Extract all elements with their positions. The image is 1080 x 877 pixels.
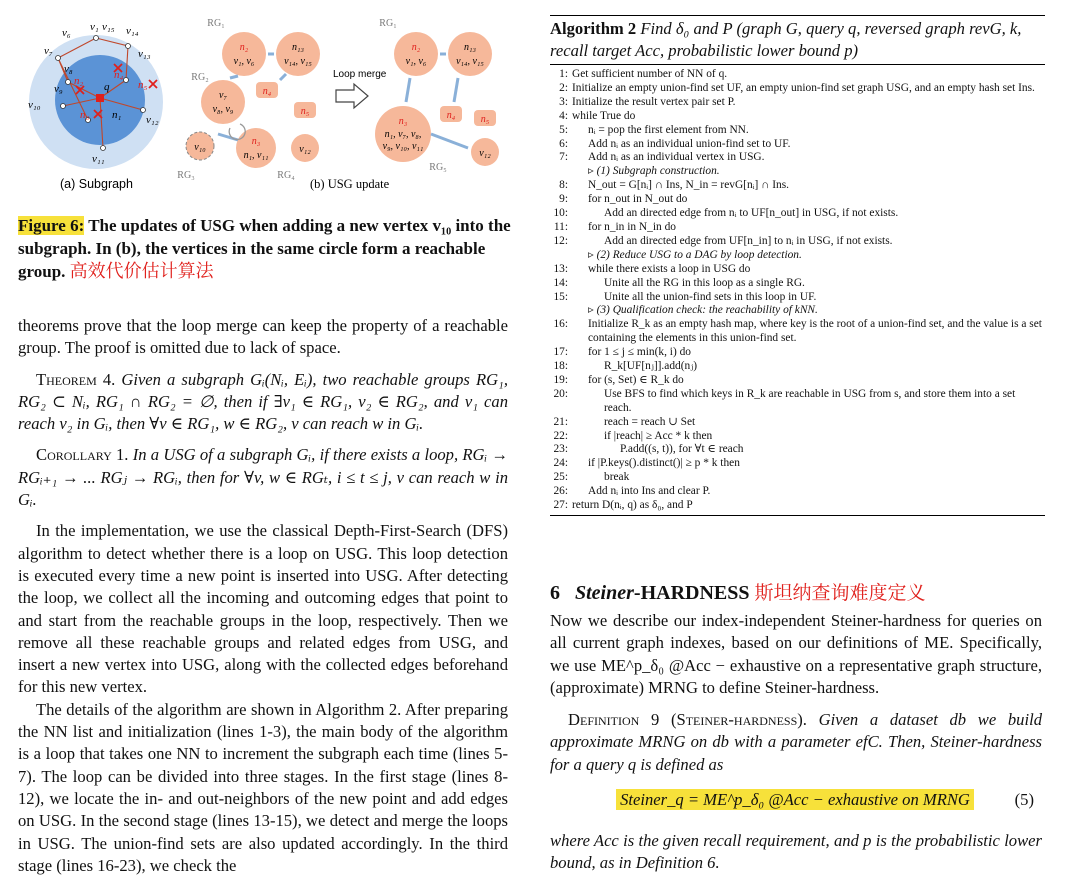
algorithm-line-text: Add nᵢ as an individual vertex in USG. [588, 151, 765, 164]
algorithm-line-text: Initialize the result vertex pair set P. [572, 95, 736, 108]
loop-merge-arrow [336, 84, 368, 108]
usg-after-diagram [375, 18, 499, 173]
algorithm-line-number: 7: [559, 151, 568, 164]
algorithm-line [550, 138, 1045, 152]
label-q: q [104, 81, 110, 93]
equation-5 [550, 790, 1040, 810]
algorithm-line-text: Unite all the union-find sets in this loop in UF. [604, 290, 817, 303]
algorithm-line-number: 15: [553, 290, 568, 303]
section-title-rest: -HARDNESS [633, 582, 750, 604]
node-n2 [222, 32, 266, 76]
paragraph-details: The details of the algorithm are shown in Algorithm 2. After preparing the NN list and initialization (lines 1-3), the main body of the algorithm is a loop that takes one NN to increment the subgraph each time (lines 5-7). The loop can be divided into three stages. In the first stage (lines 8-12), we locate the in- and out-neighbors of the new point and add edges on USG. In the second stage (lines 13-15), we detect and merge the loops in USG. The union-find sets are also updated accordingly. In the third stage (lines 16-23), we check the [18, 699, 508, 875]
section-annotation: 斯坦纳查询难度定义 [754, 582, 926, 604]
algorithm-line-number: 11: [553, 220, 568, 233]
algorithm-line-text: Get sufficient number of NN of q. [572, 68, 728, 80]
algorithm-line [550, 207, 1045, 221]
algorithm-line-text: break [604, 471, 630, 484]
algorithm-line-text: while True do [572, 109, 636, 122]
algorithm-line-number: 8: [559, 179, 568, 192]
algorithm-line-number: 24: [553, 457, 568, 470]
node-n3 [236, 128, 276, 168]
algorithm-line [550, 443, 1045, 457]
algorithm-line-number: 18: [553, 360, 568, 373]
algorithm-line-text: ▹ (3) Qualification check: the reachability of kNN. [588, 304, 818, 317]
algorithm-line-text: nᵢ = pop the first element from NN. [588, 123, 749, 136]
algorithm-line-number: 9: [559, 193, 568, 206]
node-n5-after: n₅ [480, 114, 490, 125]
algorithm-line-text: Unite all the RG in this loop as a single RG. [604, 276, 805, 289]
label-v14: v₁₄ [126, 25, 139, 37]
label-n1: n₁ [112, 109, 122, 121]
label-v11: v₁₁ [92, 153, 105, 165]
label-v1: v₁ [90, 21, 99, 33]
algorithm-line [550, 471, 1045, 485]
algorithm-title-bold: Algorithm 2 [550, 19, 637, 38]
algorithm-line-text: Add an directed edge from UF[n_in] to nᵢ in USG, if not exists. [604, 234, 893, 247]
usg-before-diagram [177, 18, 320, 181]
rg5-label: RG₅ [429, 162, 447, 173]
corollary-head: Corollary 1. [36, 445, 129, 465]
algorithm-line-number: 20: [553, 387, 568, 400]
node-n3-merged-label: n₃ [398, 116, 408, 127]
algorithm-title-rest: Find δ₀ and P (graph G, query q, reversed graph revG, k, recall target Acc, probabilistic lower bound p) [550, 19, 1022, 60]
algorithm-line-number: 21: [553, 415, 568, 428]
algorithm-line-number: 3: [559, 95, 568, 108]
algorithm-line [550, 318, 1045, 346]
algorithm-line-text: P.add((s, t)), for ∀t ∈ reach [620, 443, 744, 456]
algorithm-line [550, 249, 1045, 263]
algorithm-line-text: reach = reach ∪ Set [604, 415, 696, 428]
node-n13-after-sub: v₁₄, v₁₅ [456, 56, 484, 67]
label-v12: v₁₂ [146, 114, 159, 126]
node-n2-after-label: n₂ [411, 42, 421, 53]
algorithm-line-text: R_k[UF[nⱼ]].add(nⱼ) [604, 360, 698, 373]
paragraph-implementation: In the implementation, we use the classical Depth-First-Search (DFS) algorithm to detect whether there is a loop on USG. This loop detection is executed every time a new point is inserted into USG. After detecting the loop, we collect all the incoming and outcoming edges that point to and start from the reachable groups in the loop, respectively. Then we remove all these reachable groups and related edges from USG, and insert a new vertex into USG, along with the collected edges beforehand for this new vertex. [18, 521, 508, 697]
algorithm-line [550, 235, 1045, 249]
algorithm-line [550, 485, 1045, 499]
node-v10-label: v₁₀ [194, 142, 206, 153]
caption-label: Figure 6: [18, 216, 85, 235]
algorithm-line [550, 110, 1045, 124]
algorithm-line-text: for n_out in N_out do [588, 193, 688, 206]
algorithm-line-text: N_out = G[nᵢ] ∩ Ins, N_in = revG[nᵢ] ∩ Ins. [588, 179, 790, 192]
algorithm-line [550, 360, 1045, 374]
node-n2-sub: v₁, v₆ [233, 56, 255, 67]
node-v7-sub: v₈, v₉ [212, 104, 234, 115]
node-n3-merged-sub1: n₁, v₇, v₈, [384, 129, 422, 140]
equation-number: (5) [1014, 790, 1034, 809]
corollary-1 [18, 444, 508, 511]
algorithm-line-text: Initialize an empty union-find set UF, an empty union-find set graph USG, and an empty hash set Ins. [572, 81, 1035, 94]
algorithm-line-number [550, 249, 568, 263]
algorithm-line-number: 23: [553, 443, 568, 456]
node-n13 [276, 32, 320, 76]
definition-9 [550, 709, 1042, 776]
algorithm-line [550, 374, 1045, 388]
algorithm-line-text: return D(nᵢ, q) as δ₀, and P [572, 499, 693, 512]
label-v15: v₁₅ [102, 21, 115, 33]
algorithm-2 [550, 15, 1045, 516]
algorithm-line-text: while there exists a loop in USG do [588, 262, 751, 275]
algorithm-line [550, 68, 1045, 82]
algorithm-line [550, 221, 1045, 235]
corollary-text: In a USG of a subgraph Gᵢ, if there exists a loop, RGᵢ → RGᵢ₊₁ → ... RGⱼ → RGᵢ, then for ∀v, w ∈ RGₜ, i ≤ t ≤ j, v can reach w in Gᵢ. [18, 445, 508, 510]
label-v6: v₆ [62, 27, 71, 39]
node-n13-sub: v₁₄, v₁₅ [284, 56, 312, 67]
algorithm-line-text: if |P.keys().distinct()| ≥ p * k then [588, 457, 740, 470]
node-v7-label: v₇ [219, 90, 227, 101]
algorithm-line [550, 291, 1045, 305]
subgraph-diagram [28, 21, 163, 169]
node-v12-label: v₁₂ [299, 144, 311, 155]
rg4-label: RG₄ [277, 170, 295, 181]
theorem-text: Given a subgraph Gᵢ(Nᵢ, Eᵢ), two reachable groups RG₁, RG₂ ⊂ Nᵢ, RG₁ ∩ RG₂ = ∅, then if ∃v₁ ∈ RG₁, v₂ ∈ RG₂, and v₁ can reach v₂ in Gᵢ, then ∀v ∈ RG₁, w ∈ RG₂, v can reach w in Gᵢ. [18, 369, 508, 434]
paragraph-where: where Acc is the given recall requirement, and p is the probabilistic lower bound, as in Definition 6. [550, 831, 1042, 873]
algorithm-line [550, 263, 1045, 277]
figure-caption [18, 214, 528, 283]
node-n13-after-label: n₁₃ [464, 42, 476, 53]
label-v10: v₁₀ [28, 99, 41, 111]
algorithm-line [550, 193, 1045, 207]
usg-caption: (b) USG update [310, 177, 390, 191]
label-n2: n₂ [74, 75, 84, 87]
algorithm-line-number: 5: [559, 123, 568, 136]
node-n2-label: n₂ [239, 42, 249, 53]
algorithm-line [550, 277, 1045, 291]
algorithm-line-text: ▹ (2) Reduce USG to a DAG by loop detection. [588, 248, 802, 261]
algorithm-line-number: 6: [559, 137, 568, 150]
label-n4: n₄ [114, 69, 124, 81]
algorithm-line-text: for n_in in N_in do [588, 220, 676, 233]
node-v12-after-label: v₁₂ [479, 148, 491, 159]
section-heading [550, 578, 926, 605]
algorithm-line [550, 416, 1045, 430]
algorithm-title [550, 15, 1045, 65]
algorithm-line-text: for 1 ≤ j ≤ min(k, i) do [588, 346, 691, 359]
algorithm-line [550, 499, 1045, 513]
algorithm-line [550, 82, 1045, 96]
algorithm-line-number [550, 165, 568, 179]
algorithm-line [550, 96, 1045, 110]
algorithm-line-number: 4: [559, 109, 568, 122]
theorem-head: Theorem 4. [36, 369, 116, 389]
node-n2-after [394, 32, 438, 76]
algorithm-line-number: 12: [553, 234, 568, 247]
subgraph-caption: (a) Subgraph [60, 177, 133, 191]
node-n13-after [448, 32, 492, 76]
algorithm-line-number: 22: [553, 429, 568, 442]
label-v9: v₉ [54, 83, 63, 95]
section-number: 6 [550, 582, 560, 604]
node-v7 [201, 80, 245, 124]
right-column [550, 610, 1042, 776]
caption-text: The updates of USG when adding a new vertex v₁₀ into the subgraph. In (b), the vertices in the same circle form a reachable group. [18, 216, 511, 281]
algorithm-line-number: 13: [553, 262, 568, 275]
node-n3-merged-sub2: v₉, v₁₀, v₁₁ [382, 141, 424, 152]
algorithm-line-number: 17: [553, 346, 568, 359]
algorithm-line [550, 165, 1045, 179]
algorithm-line [550, 346, 1045, 360]
equation-text: Steiner_q = ME^p_δ₀ @Acc − exhaustive on MRNG [616, 789, 974, 810]
algorithm-line-text: ▹ (1) Subgraph construction. [588, 165, 720, 178]
node-n5: n₅ [300, 106, 310, 117]
algorithm-line [550, 151, 1045, 165]
algorithm-line [550, 304, 1045, 318]
rg1-after-label: RG₁ [379, 18, 397, 29]
node-n13-label: n₁₃ [292, 42, 304, 53]
loop-merge-label: Loop merge [333, 69, 387, 80]
label-v13: v₁₃ [138, 48, 151, 60]
label-n5: n₅ [138, 79, 148, 91]
algorithm-line-text: Add nᵢ as an individual union-find set to UF. [588, 137, 791, 150]
node-n3-label: n₃ [251, 136, 261, 147]
node-n4-after: n₄ [446, 110, 456, 121]
algorithm-line-text: Initialize R_k as an empty hash map, where key is the root of a union-find set, and the value is a set containing the elements in this union-find set. [588, 318, 1042, 345]
caption-annotation: 高效代价估计算法 [69, 261, 214, 282]
algorithm-line-number: 10: [553, 207, 568, 220]
algorithm-line [550, 457, 1045, 471]
algorithm-line-number: 2: [559, 81, 568, 94]
node-n4: n₄ [262, 86, 272, 97]
rg1-label: RG₁ [207, 18, 225, 29]
definition-head: Definition 9 (Steiner-hardness). [568, 710, 807, 730]
algorithm-line-number: 27: [553, 499, 568, 512]
algorithm-line [550, 430, 1045, 444]
query-point [96, 94, 104, 102]
algorithm-line-text: Add nᵢ into Ins and clear P. [588, 485, 711, 498]
theorem-4 [18, 369, 508, 436]
algorithm-line-text: Add an directed edge from nᵢ to UF[n_out] in USG, if not exists. [604, 207, 899, 220]
algorithm-line-number: 19: [553, 373, 568, 386]
left-column [18, 315, 508, 877]
algorithm-lines [550, 65, 1045, 516]
algorithm-line-number [550, 304, 568, 318]
algorithm-line [550, 179, 1045, 193]
label-v7: v₇ [44, 45, 53, 57]
rg3-label: RG₃ [177, 170, 195, 181]
algorithm-line-number: 26: [553, 485, 568, 498]
algorithm-line [550, 124, 1045, 138]
section-title-italic: Steiner [575, 582, 634, 604]
definition-text: Given a dataset db we build approximate MRNG on db with a parameter efC. Then, Steiner-hardness for a query q is defined as [550, 710, 1042, 774]
algorithm-line-number: 1: [559, 68, 568, 80]
paragraph-theorems: theorems prove that the loop merge can keep the property of a reachable group. The proof is omitted due to lack of space. [18, 316, 508, 358]
algorithm-line [550, 388, 1045, 416]
algorithm-line-text: Use BFS to find which keys in R_k are reachable in USG from s, and store them into a set reach. [604, 387, 1016, 414]
algorithm-line-number: 16: [553, 318, 568, 331]
label-n3: n₃ [80, 109, 90, 121]
algorithm-line-text: for (s, Set) ∈ R_k do [588, 373, 684, 386]
rg2-label: RG₂ [191, 72, 209, 83]
node-n3-sub: n₁, v₁₁ [243, 150, 269, 161]
paragraph-steiner-intro: Now we describe our index-independent Steiner-hardness for queries on all current graph indexes, based on our definitions of ME. Specifically, we use ME^p_δ₀ @Acc − exhaustive on a representative graph structure, (approximate) MRNG to define Steiner-hardness. [550, 611, 1042, 697]
figure-6 [18, 10, 528, 200]
algorithm-line-text: if |reach| ≥ Acc * k then [604, 429, 713, 442]
algorithm-line-number: 25: [553, 471, 568, 484]
node-n2-after-sub: v₁, v₆ [405, 56, 427, 67]
algorithm-line-number: 14: [553, 276, 568, 289]
label-v8: v₈ [64, 63, 73, 75]
